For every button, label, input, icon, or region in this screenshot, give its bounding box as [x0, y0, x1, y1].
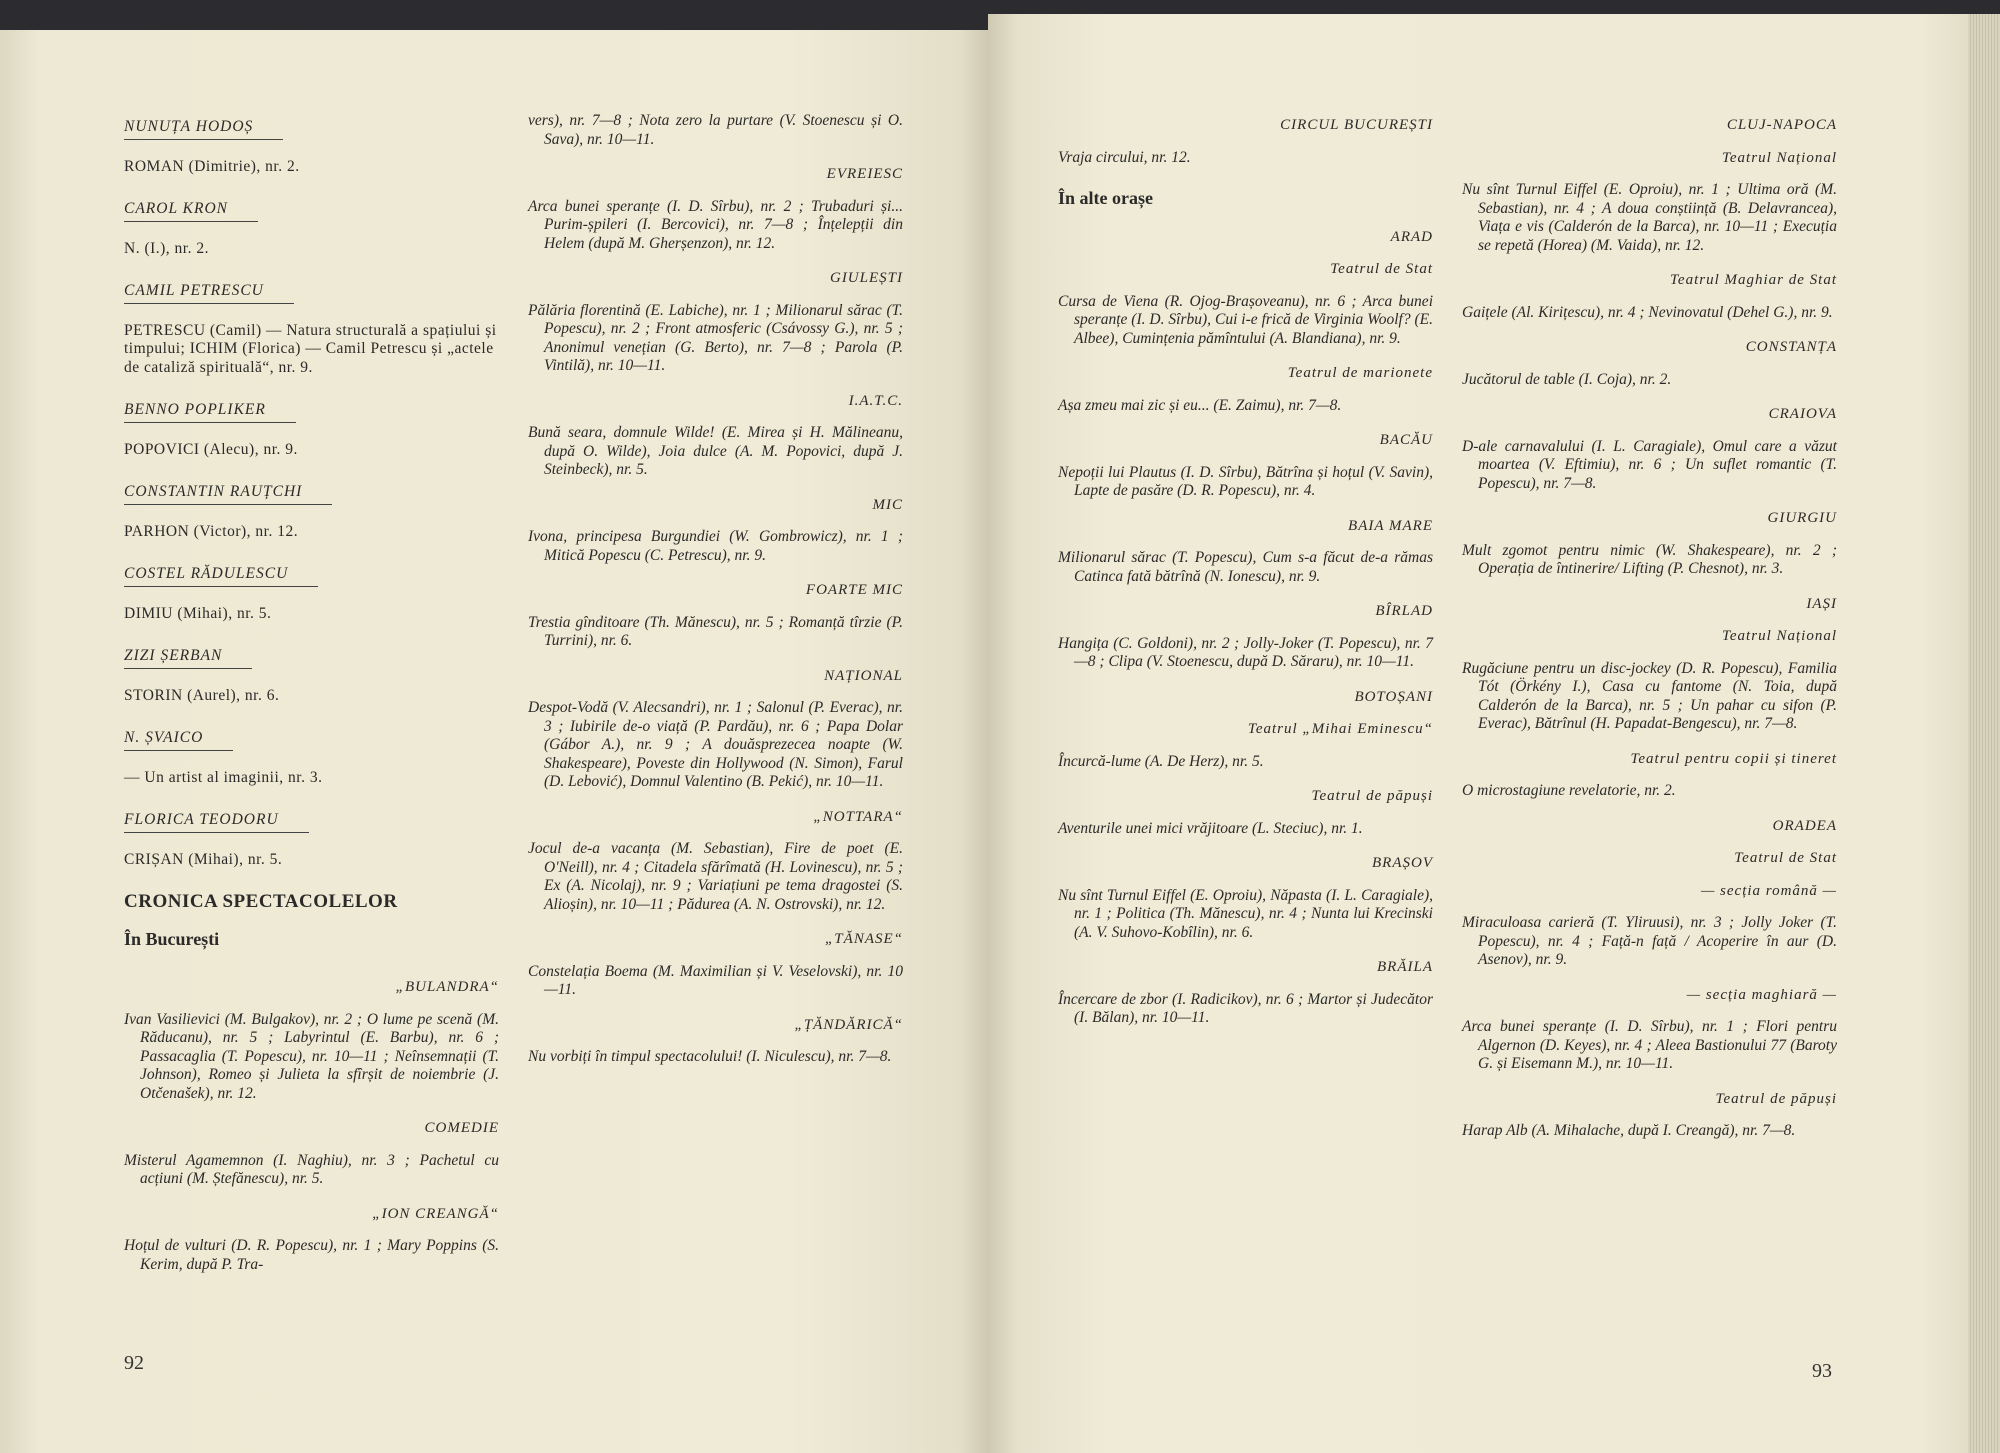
performance-entry: Nu sînt Turnul Eiffel (E. Oproiu), nr. 1 ; Ultima oră (M. Sebastian), nr. 4 ; A doua conștiință (B. Delavrancea), Viața e vis (Calderón de la Barca), nr. 10—11 ; Execuția se repetă (Horea) (M. Vaida), nr. 12.	[1462, 181, 1837, 254]
performance-entry: Așa zmeu mai zic și eu... (E. Zaimu), nr. 7—8.	[1058, 396, 1342, 414]
dedication-name: FLORICA TEODORU	[124, 811, 309, 833]
performance-entry: Ivona, principesa Burgundiei (W. Gombrowicz), nr. 1 ; Mitică Popescu (C. Petrescu), nr. 9.	[528, 528, 903, 564]
theatre-heading: BRĂILA	[1377, 959, 1433, 975]
theatre-heading: — secția română —	[1700, 882, 1837, 899]
circus-entry: Vraja circului, nr. 12.	[1058, 148, 1191, 166]
dedication-list	[124, 118, 499, 869]
performance-entry: Aventurile unei mici vrăjitoare (L. Steciuc), nr. 1.	[1058, 819, 1363, 837]
dedication-name: CAROL KRON	[124, 200, 258, 222]
theatre-heading: „TĂNASE“	[824, 931, 903, 947]
theatre-heading: Teatrul de marionete	[1287, 365, 1433, 381]
performance-entry: Rugăciune pentru un disc-jockey (D. R. Popescu), Familia Tót (Örkény I.), Casa cu fantome (N. Toia, după Calderón de la Barca), nr. 5 ; Un pahar cu sifon (P. Everac), Bătrînul (H. Papadat-Bengescu), nr. 7—8.	[1462, 659, 1837, 732]
dedication-reference: ROMAN (Dimitrie), nr. 2.	[124, 157, 300, 175]
dedication-reference: — Un artist al imaginii, nr. 3.	[124, 768, 323, 786]
right-column-1	[1058, 116, 1433, 1044]
dedication-name: BENNO POPLIKER	[124, 401, 296, 423]
theatre-heading: Teatrul pentru copii și tineret	[1630, 750, 1837, 767]
performance-entry: Încurcă-lume (A. De Herz), nr. 5.	[1058, 752, 1264, 770]
theatre-heading: BRAȘOV	[1372, 855, 1433, 871]
theatre-heading: NAȚIONAL	[824, 667, 903, 684]
theatre-heading: „ȚĂNDĂRICĂ“	[794, 1016, 903, 1033]
performance-entry: Jocul de-a vacanța (M. Sebastian), Fire de poet (E. O'Neill), nr. 4 ; Citadela sfărîmată (H. Lovinescu), nr. 5 ; Ex (A. Nicolaj), nr. 9 ; Variațiuni pe tema dragostei (S. Alioșin), nr. 10—11 ; Pădurea (A. N. Ostrovski), nr. 12.	[528, 840, 903, 913]
theatre-heading: ORADEA	[1772, 817, 1837, 834]
performance-entry: Miraculoasa carieră (T. Yliruusi), nr. 3 ; Jolly Joker (T. Popescu), nr. 4 ; Față-n față / Acoperire în aur (D. Asenov), nr. 9.	[1462, 914, 1837, 968]
left-col1-blocks	[124, 978, 499, 1274]
theatre-heading: Teatrul de păpuși	[1715, 1090, 1837, 1107]
dedication-reference: STORIN (Aurel), nr. 6.	[124, 686, 280, 704]
theatre-heading: IAȘI	[1806, 595, 1837, 612]
theatre-heading: Teatrul Național	[1721, 149, 1837, 166]
performance-entry: Arca bunei speranțe (I. D. Sîrbu), nr. 1 ; Flori pentru Algernon (D. Keyes), nr. 4 ; Aleea Bastionului 77 (Baroty G. și Eisemann M.), nr. 10—11.	[1462, 1018, 1837, 1072]
left-column-1	[124, 118, 499, 1290]
theatre-heading: I.A.T.C.	[848, 392, 903, 409]
theatre-heading: BÎRLAD	[1375, 603, 1433, 619]
performance-entry: Pălăria florentină (E. Labiche), nr. 1 ; Milionarul sărac (T. Popescu), nr. 2 ; Front atmosferic (Csávossy G.), nr. 5 ; Anonimul venețian (G. Berto), nr. 7—8 ; Parola (P. Vintilă), nr. 10—11.	[528, 301, 903, 374]
dedication-reference: PETRESCU (Camil) — Natura structurală a spațiului și timpului; ICHIM (Florica) — Camil Petrescu și „actele de cataliză spirituală“, nr. 9.	[124, 321, 497, 376]
theatre-heading: MIC	[872, 496, 903, 513]
right-col1-blocks	[1058, 228, 1433, 1028]
theatre-heading: GIURGIU	[1767, 510, 1837, 526]
theatre-heading: Teatrul Național	[1721, 628, 1837, 644]
performance-entry: Harap Alb (A. Mihalache, după I. Creangă), nr. 7—8.	[1462, 1122, 1796, 1139]
theatre-heading: Teatrul Maghiar de Stat	[1669, 272, 1837, 288]
dedication-reference: DIMIU (Mihai), nr. 5.	[124, 604, 272, 622]
performance-entry: Ivan Vasilievici (M. Bulgakov), nr. 2 ; O lume pe scenă (M. Răducanu), nr. 5 ; Labyrintul (E. Barbu), nr. 6 ; Passacaglia (T. Popescu), nr. 10—11 ; Neînsemnații (T. Johnson), Romeo și Julieta la sfîrșit de noiembrie (J. Otčenašek), nr. 12.	[124, 1010, 499, 1102]
performance-entry: Cursa de Viena (R. Ojog-Brașoveanu), nr. 6 ; Arca bunei speranțe (I. D. Sîrbu), Cui i-e frică de Virginia Woolf? (E. Albee), Cumințenia pămîntului (A. Blandiana), nr. 9.	[1058, 292, 1433, 347]
performance-entry: Nu sînt Turnul Eiffel (E. Oproiu), Năpasta (I. L. Caragiale), nr. 1 ; Politica (Th. Mănescu), nr. 4 ; Nunta lui Krecinski (A. V. Suhovo-Kobîlin), nr. 6.	[1058, 886, 1433, 941]
theatre-heading: „BULANDRA“	[395, 979, 499, 995]
theatre-heading: BACĂU	[1379, 432, 1433, 448]
performance-entry: Jucătorul de table (I. Coja), nr. 2.	[1462, 370, 1672, 388]
performance-entry: D-ale carnavalului (I. L. Caragiale), Omul care a văzut moartea (V. Eftimiu), nr. 6 ; Un suflet romantic (T. Popescu), nr. 7—8.	[1462, 437, 1837, 492]
dedication-name: NUNUȚA HODOȘ	[124, 118, 283, 140]
performance-entry: Bună seara, domnule Wilde! (E. Mirea și H. Mălineanu, după O. Wilde), Joia dulce (A. M. Popovici, după J. Steinbeck), nr. 5.	[528, 424, 903, 478]
dedication-reference: CRIȘAN (Mihai), nr. 5.	[124, 850, 283, 868]
dedication-name: ZIZI ȘERBAN	[124, 647, 252, 669]
theatre-heading: BOTOȘANI	[1354, 688, 1433, 705]
theatre-heading: Teatrul de păpuși	[1311, 788, 1433, 804]
performance-entry: Hangița (C. Goldoni), nr. 2 ; Jolly-Joker (T. Popescu), nr. 7—8 ; Clipa (V. Stoenescu, după D. Săraru), nr. 10—11.	[1058, 634, 1433, 670]
theatre-heading: „NOTTARA“	[813, 808, 903, 825]
performance-entry: Milionarul sărac (T. Popescu), Cum s-a făcut de-a rămas Catinca fată bătrînă (N. Ionescu), nr. 9.	[1058, 549, 1433, 585]
other-cities-title: În alte orașe	[1058, 188, 1153, 208]
performance-entry: Gaițele (Al. Kirițescu), nr. 4 ; Nevinovatul (Dehel G.), nr. 9.	[1462, 303, 1833, 321]
left-column-2	[528, 112, 903, 1083]
right-column-2	[1462, 116, 1837, 1157]
dedication-name: COSTEL RĂDULESCU	[124, 565, 318, 587]
theatre-heading: „ION CREANGĂ“	[372, 1205, 499, 1222]
performance-entry: Nepoții lui Plautus (I. D. Sîrbu), Bătrîna și hoțul (V. Savin), Lapte de pasăre (D. R. Popescu), nr. 4.	[1058, 463, 1433, 499]
performance-entry: Nu vorbiți în timpul spectacolului! (I. Niculescu), nr. 7—8.	[528, 1048, 892, 1065]
theatre-heading: — secția maghiară —	[1686, 986, 1837, 1003]
performance-entry: vers), nr. 7—8 ; Nota zero la purtare (V. Stoenescu și O. Sava), nr. 10—11.	[528, 112, 903, 148]
theatre-heading: FOARTE MIC	[805, 582, 903, 598]
theatre-heading: ARAD	[1390, 228, 1433, 245]
dedication-reference: PARHON (Victor), nr. 12.	[124, 522, 299, 540]
theatre-heading: EVREIESC	[826, 166, 903, 182]
performance-entry: Trestia gînditoare (Th. Mănescu), nr. 5 ; Romanță tîrzie (P. Turrini), nr. 6.	[528, 613, 903, 649]
performance-entry: Arca bunei speranțe (I. D. Sîrbu), nr. 2 ; Trubaduri și... Purim-șpileri (I. Bercovici), nr. 7—8 ; Înțelepții din Helem (după M. Gherșenzon), nr. 12.	[528, 197, 903, 252]
performance-entry: Despot-Vodă (V. Alecsandri), nr. 1 ; Salonul (P. Everac), nr. 3 ; Iubirile de-o viață (P. Pardău), nr. 6 ; Papa Dolar (Gábor A.), nr. 9 ; A douăsprezecea noapte (W. Shakespeare), Poveste din Hollywood (N. Simon), Farul (D. Lebović), Domnul Valentino (B. Pekić), nr. 10—11.	[528, 699, 903, 790]
performance-entry: Constelația Boema (M. Maximilian și V. Veselovski), nr. 10—11.	[528, 962, 903, 998]
section-title: CRONICA SPECTACOLELOR	[124, 891, 398, 912]
performance-entry: Încercare de zbor (I. Radicikov), nr. 6 ; Martor și Judecător (I. Bălan), nr. 10—11.	[1058, 990, 1433, 1026]
performance-entry: Hoțul de vulturi (D. R. Popescu), nr. 1 ; Mary Poppins (S. Kerim, după P. Tra-	[124, 1237, 499, 1273]
circus-heading: CIRCUL BUCUREȘTI	[1280, 117, 1433, 133]
theatre-heading: Teatrul de Stat	[1330, 261, 1433, 277]
dedication-name: N. ȘVAICO	[124, 729, 233, 751]
theatre-heading: CONSTANȚA	[1745, 339, 1837, 355]
theatre-heading: CLUJ-NAPOCA	[1726, 117, 1837, 133]
performance-entry: Mult zgomot pentru nimic (W. Shakespeare), nr. 2 ; Operația de întinerire/ Lifting (P. Chesnot), nr. 3.	[1462, 541, 1837, 577]
dedication-name: CONSTANTIN RAUȚCHI	[124, 483, 332, 505]
theatre-heading: COMEDIE	[424, 1120, 499, 1136]
right-col2-blocks	[1462, 116, 1837, 1141]
page-edges	[1968, 14, 2000, 1453]
performance-entry: O microstagiune revelatorie, nr. 2.	[1462, 782, 1676, 799]
page-number-right: 93	[1812, 1360, 1832, 1382]
dedication-reference: N. (I.), nr. 2.	[124, 239, 209, 257]
dedication-reference: POPOVICI (Alecu), nr. 9.	[124, 440, 298, 458]
theatre-heading: BAIA MARE	[1348, 517, 1433, 534]
dedication-name: CAMIL PETRESCU	[124, 282, 294, 304]
page-number-left: 92	[124, 1352, 144, 1374]
left-col2-blocks	[528, 112, 903, 1067]
subsection-title: În București	[124, 928, 220, 949]
theatre-heading: Teatrul „Mihai Eminescu“	[1247, 721, 1433, 737]
theatre-heading: Teatrul de Stat	[1734, 850, 1837, 866]
theatre-heading: GIULEȘTI	[829, 270, 903, 286]
performance-entry: Misterul Agamemnon (I. Naghiu), nr. 3 ; Pachetul cu acțiuni (M. Ștefănescu), nr. 5.	[124, 1151, 499, 1187]
theatre-heading: CRAIOVA	[1768, 406, 1837, 422]
